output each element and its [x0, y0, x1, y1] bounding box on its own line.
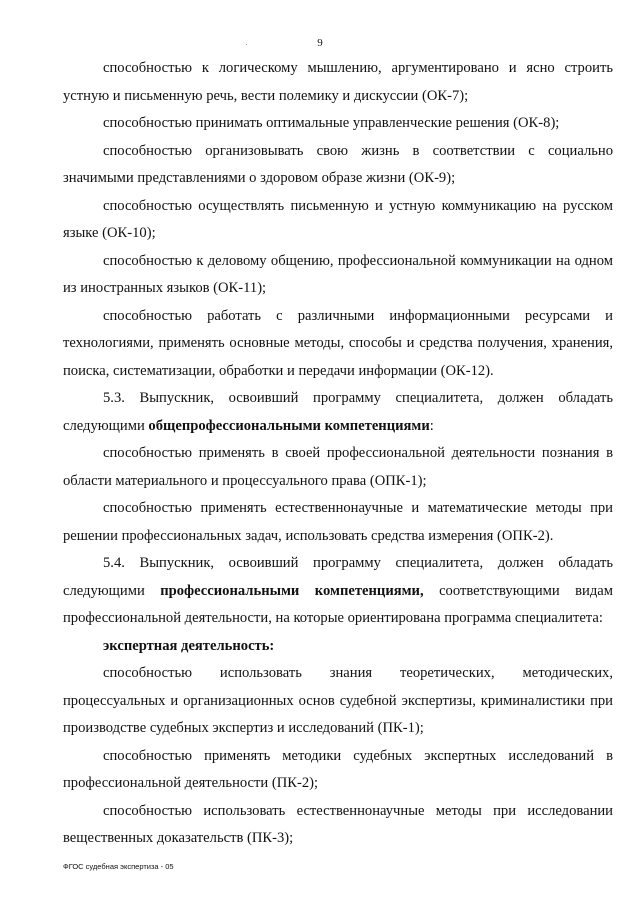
- paragraph-pk-3: способностью использовать естественнонаучные методы при исследовании вещественных доказательств (ПК-3);: [63, 802, 613, 846]
- scan-speck: [246, 44, 247, 45]
- page-number: 9: [317, 37, 323, 49]
- paragraph-5-3-bold: общепрофессиональными компетенциями: [148, 417, 430, 434]
- paragraph-ok-11: способностью к деловому общению, профессиональной коммуникации на одном из иностранных языков (ОК-11);: [63, 252, 613, 296]
- paragraph-pk-2: способностью применять методики судебных экспертных исследований в профессиональной деятельности (ПК-2);: [63, 747, 613, 791]
- paragraph-ok-9: способностью организовывать свою жизнь в соответствии с социально значимыми представлениями о здоровом образе жизни (ОК-9);: [63, 142, 613, 186]
- paragraph-5-4: [63, 550, 613, 633]
- paragraph-opk-2: способностью применять естественнонаучные и математические методы при решении профессиональных задач, использовать средства измерения (ОПК-2).: [63, 500, 613, 544]
- paragraph-5-4-bold: профессиональными компетенциями,: [160, 582, 424, 599]
- paragraph-5-3-lead: 5.3. Выпускник, освоивший программу специалитета, должен обладать следующими: [63, 390, 613, 434]
- paragraph-ok-12: способностью работать с различными информационными ресурсами и технологиями, применять основные методы, способы и средства получения, хранения, поиска, систематизации, обработки и передачи информации (ОК-12).: [63, 307, 613, 379]
- footer-label: ФГОС судебная экспертиза - 05: [63, 862, 174, 871]
- document-body: [63, 55, 613, 853]
- section-heading: [63, 633, 613, 661]
- paragraph-5-4-tail: соответствующими видам профессиональной деятельности, на которые ориентирована программа специалитета:: [63, 582, 613, 626]
- paragraph-5-4-lead: 5.4. Выпускник, освоивший программу специалитета, должен обладать следующими: [63, 555, 613, 599]
- paragraph-5-3: [63, 385, 613, 440]
- paragraph-pk-1: способностью использовать знания теоретических, методических, процессуальных и организационных основ судебной экспертизы, криминалистики при производстве судебных экспертиз и исследований (ПК-1);: [63, 665, 613, 736]
- paragraph-ok-10: способностью осуществлять письменную и устную коммуникацию на русском языке (ОК-10);: [63, 197, 613, 241]
- paragraph-ok-8: способностью принимать оптимальные управленческие решения (ОК-8);: [103, 115, 560, 131]
- paragraph-ok-7: способностью к логическому мышлению, аргументировано и ясно строить устную и письменную речь, вести полемику и дискуссии (ОК-7);: [63, 60, 613, 104]
- paragraph-opk-1: способностью применять в своей профессиональной деятельности познания в области материального и процессуального права (ОПК-1);: [63, 445, 613, 489]
- paragraph-5-3-tail: :: [429, 417, 434, 434]
- section-heading-text: экспертная деятельность:: [103, 637, 275, 654]
